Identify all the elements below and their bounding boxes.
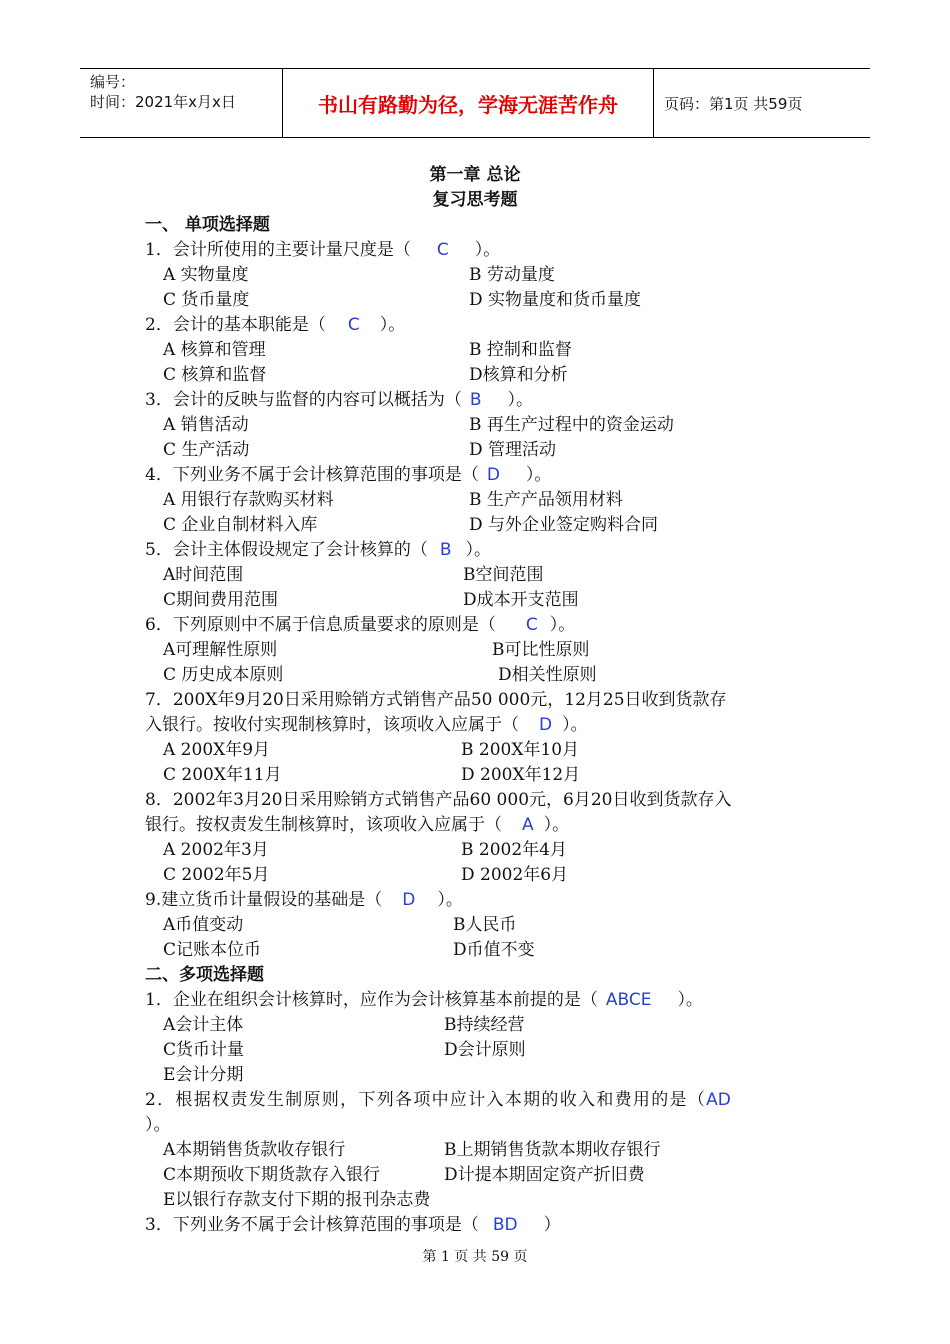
option-a: A 2002年3月 [163,840,269,860]
question-stem-end: ）。 [677,990,703,1010]
page-number: 页码：第1页 共59页 [664,94,803,113]
sub-title: 复习思考题 [432,190,518,210]
date-label: 时间：2021年x月x日 [90,93,236,111]
option-c: C 货币量度 [163,290,250,310]
option-a: A可理解性原则 [163,640,278,660]
option-c: C 企业自制材料入库 [163,515,318,535]
question-stem: 1．会计所使用的主要计量尺度是（ [145,240,411,260]
option-a: A 用银行存款购买材料 [163,490,334,510]
question-stem-end: ）。 [507,390,533,410]
option-d: D 管理活动 [469,440,557,460]
option-b: B 200X年10月 [461,740,580,760]
option-d: D核算和分析 [469,365,568,385]
question-stem: 3．下列业务不属于会计核算范围的事项是（ [145,1215,479,1235]
question-stem-end: ）。 [525,465,552,485]
answer: C [525,615,538,635]
option-b: B持续经营 [444,1015,525,1035]
header-info [80,69,283,137]
option-b: B人民币 [453,915,517,935]
option-e: E以银行存款支付下期的报刊杂志费 [163,1190,431,1210]
option-c: C 2002年5月 [163,865,270,885]
option-a: A 核算和管理 [163,340,266,360]
question-stem: 2．根据权责发生制原则，下列各项中应计入本期的收入和费用的是（ [145,1090,707,1110]
question-8-cont [145,810,569,835]
answer: D [486,465,500,485]
multi-question-2-end: ）。 [145,1115,171,1135]
option-d: D 200X年12月 [461,765,581,785]
question-2 [145,310,405,335]
option-b: B 控制和监督 [469,340,572,360]
page-header [80,68,870,138]
option-d: D 与外企业签定购料合同 [469,515,659,535]
question-5 [145,535,491,560]
answer: AD [706,1090,731,1110]
option-a: A 实物量度 [163,265,249,285]
answer: B [439,540,452,560]
question-stem-end: ） [543,1215,561,1235]
option-d: D相关性原则 [498,665,597,685]
option-c: C记账本位币 [163,940,262,960]
option-e: E会计分期 [163,1065,244,1085]
question-stem: 4．下列业务不属于会计核算范围的事项是（ [145,465,479,485]
option-c: C 200X年11月 [163,765,282,785]
option-d: D会计原则 [444,1040,526,1060]
answer: BD [492,1215,518,1235]
question-stem-end: ）。 [437,890,463,910]
question-9 [145,885,463,910]
answer: B [469,390,482,410]
option-a: A 销售活动 [163,415,249,435]
question-stem-end: ）。 [549,615,576,635]
option-d: D成本开支范围 [463,590,579,610]
option-d: D计提本期固定资产折旧费 [444,1165,645,1185]
option-a: A 200X年9月 [163,740,271,760]
option-c: C本期预收下期货款存入银行 [163,1165,381,1185]
option-d: D 2002年6月 [461,865,569,885]
question-3 [145,385,533,410]
question-7: 7．200X年9月20日采用赊销方式销售产品50 000元，12月25日收到货款存 [145,690,727,710]
question-stem-end: ）。 [543,815,570,835]
answer: D [539,715,553,735]
option-a: A会计主体 [163,1015,244,1035]
question-stem-end: ）。 [562,715,588,735]
multi-question-1 [145,985,703,1010]
chapter-title: 第一章 总论 [429,165,521,185]
option-a: A本期销售货款收存银行 [163,1140,346,1160]
question-stem: 1．企业在组织会计核算时，应作为会计核算基本前提的是（ [145,990,598,1010]
serial-label: 编号： [90,73,136,91]
question-stem: 3．会计的反映与监督的内容可以概括为（ [145,390,462,410]
option-b: B 再生产过程中的资金运动 [469,415,674,435]
question-stem: 入银行。按收付实现制核算时，该项收入应属于（ [145,715,519,735]
answer: D [402,890,416,910]
option-c: C 生产活动 [163,440,250,460]
question-stem: 2．会计的基本职能是（ [145,315,326,335]
question-stem: 5．会计主体假设规定了会计核算的（ [145,540,428,560]
question-stem-end: ）。 [379,315,406,335]
option-a: A时间范围 [163,565,244,585]
multi-question-2 [145,1085,731,1110]
option-b: B上期销售货款本期收存银行 [444,1140,661,1160]
multi-question-3 [145,1210,561,1235]
answer: A [522,815,534,835]
question-1 [145,235,500,260]
option-b: B可比性原则 [492,640,590,660]
section-single-choice: 一、 单项选择题 [145,215,270,235]
option-c: C期间费用范围 [163,590,279,610]
question-stem-end: ）。 [474,240,501,260]
question-stem: 6．下列原则中不属于信息质量要求的原则是（ [145,615,496,635]
option-d: D币值不变 [453,940,535,960]
question-6 [145,610,575,635]
option-c: C 历史成本原则 [163,665,284,685]
section-multiple-choice: 二、多项选择题 [145,965,264,985]
option-c: C货币计量 [163,1040,245,1060]
question-7-cont [145,710,588,735]
question-4 [145,460,551,485]
option-b: B 2002年4月 [461,840,567,860]
option-b: B 劳动量度 [469,265,555,285]
option-b: B 生产产品领用材料 [469,490,623,510]
option-b: B空间范围 [463,565,544,585]
question-8: 8．2002年3月20日采用赊销方式销售产品60 000元，6月20日收到货款存入 [145,790,732,810]
question-stem: 银行。按权责发生制核算时，该项收入应属于（ [145,815,502,835]
question-stem: 9.建立货币计量假设的基础是（ [145,890,383,910]
answer: C [436,240,449,260]
option-d: D 实物量度和货币量度 [469,290,642,310]
option-c: C 核算和监督 [163,365,267,385]
page-footer: 第 1 页 共 59 页 [422,1249,528,1265]
answer: ABCE [605,990,652,1010]
option-a: A币值变动 [163,915,244,935]
motto: 书山有路勤为径，学海无涯苦作舟 [283,69,654,137]
answer: C [347,315,360,335]
question-stem-end: ）。 [465,540,491,560]
